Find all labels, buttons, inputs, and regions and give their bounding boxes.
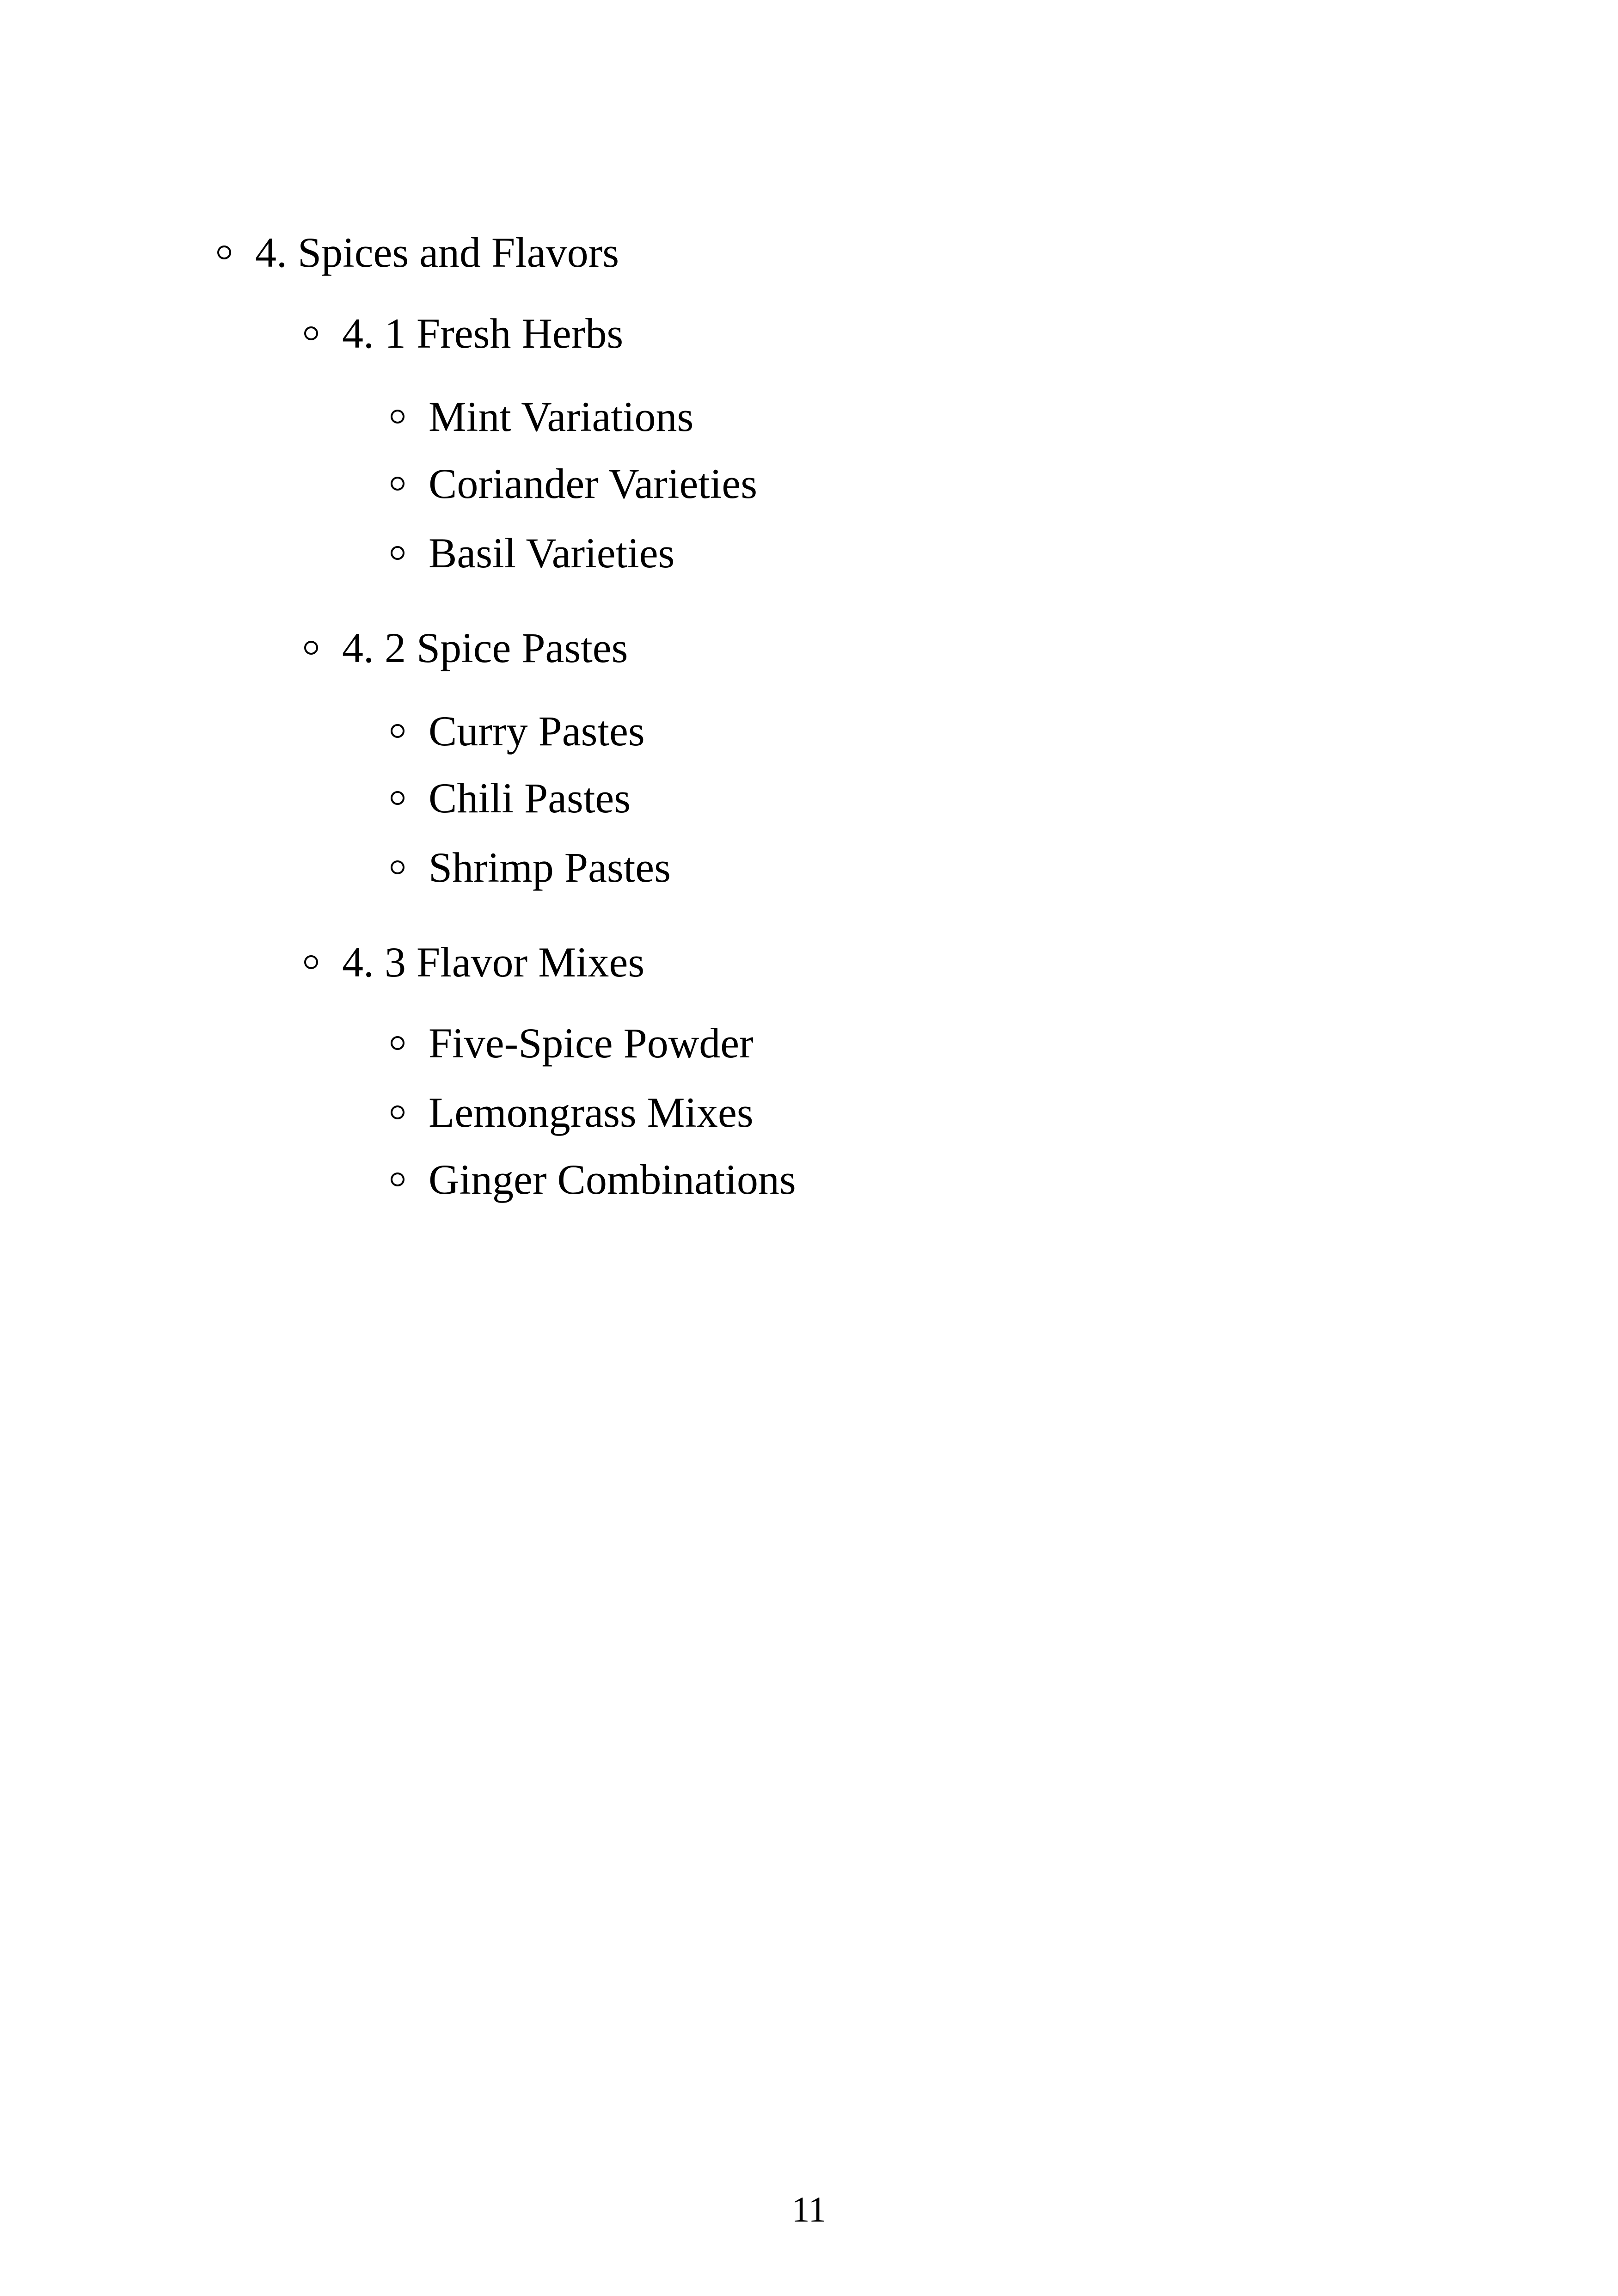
list-item (391, 395, 693, 438)
hollow-circle-bullet-icon (391, 477, 404, 491)
list-item (391, 846, 671, 889)
list-item-label: Five-Spice Powder (429, 1019, 754, 1067)
hollow-circle-bullet-icon (391, 860, 404, 874)
list-item-label: Lemongrass Mixes (429, 1089, 754, 1136)
list-item-label: Ginger Combinations (429, 1156, 796, 1203)
list-item-label: Curry Pastes (429, 707, 645, 755)
hollow-circle-bullet-icon (217, 246, 231, 259)
subsection-title: 4. 2 Spice Pastes (342, 624, 628, 671)
section-title: 4. Spices and Flavors (255, 229, 619, 276)
list-item-label: Chili Pastes (429, 774, 631, 822)
list-item (304, 626, 628, 669)
hollow-circle-bullet-icon (391, 724, 404, 738)
hollow-circle-bullet-icon (304, 326, 318, 340)
list-item (391, 529, 675, 577)
hollow-circle-bullet-icon (304, 955, 318, 969)
hollow-circle-bullet-icon (391, 1173, 404, 1186)
list-item-label: Shrimp Pastes (429, 844, 671, 891)
list-item-label: Mint Variations (429, 393, 694, 440)
hollow-circle-bullet-icon (391, 410, 404, 424)
list-item (391, 1019, 754, 1067)
hollow-circle-bullet-icon (391, 546, 404, 560)
page-number: 11 (791, 2189, 827, 2229)
list-item (391, 774, 631, 822)
hollow-circle-bullet-icon (304, 641, 318, 655)
list-item (391, 707, 645, 755)
list-item (217, 231, 619, 274)
hollow-circle-bullet-icon (391, 1105, 404, 1119)
hollow-circle-bullet-icon (391, 791, 404, 805)
list-item (391, 1158, 796, 1201)
hollow-circle-bullet-icon (391, 1036, 404, 1050)
subsection-title: 4. 3 Flavor Mixes (342, 939, 645, 986)
list-item-label: Basil Varieties (429, 529, 675, 577)
subsection-title: 4. 1 Fresh Herbs (342, 310, 624, 357)
list-item (391, 1091, 754, 1134)
list-item (304, 312, 623, 355)
list-item (304, 939, 645, 986)
list-item-label: Coriander Varieties (429, 460, 758, 507)
list-item (391, 462, 757, 505)
